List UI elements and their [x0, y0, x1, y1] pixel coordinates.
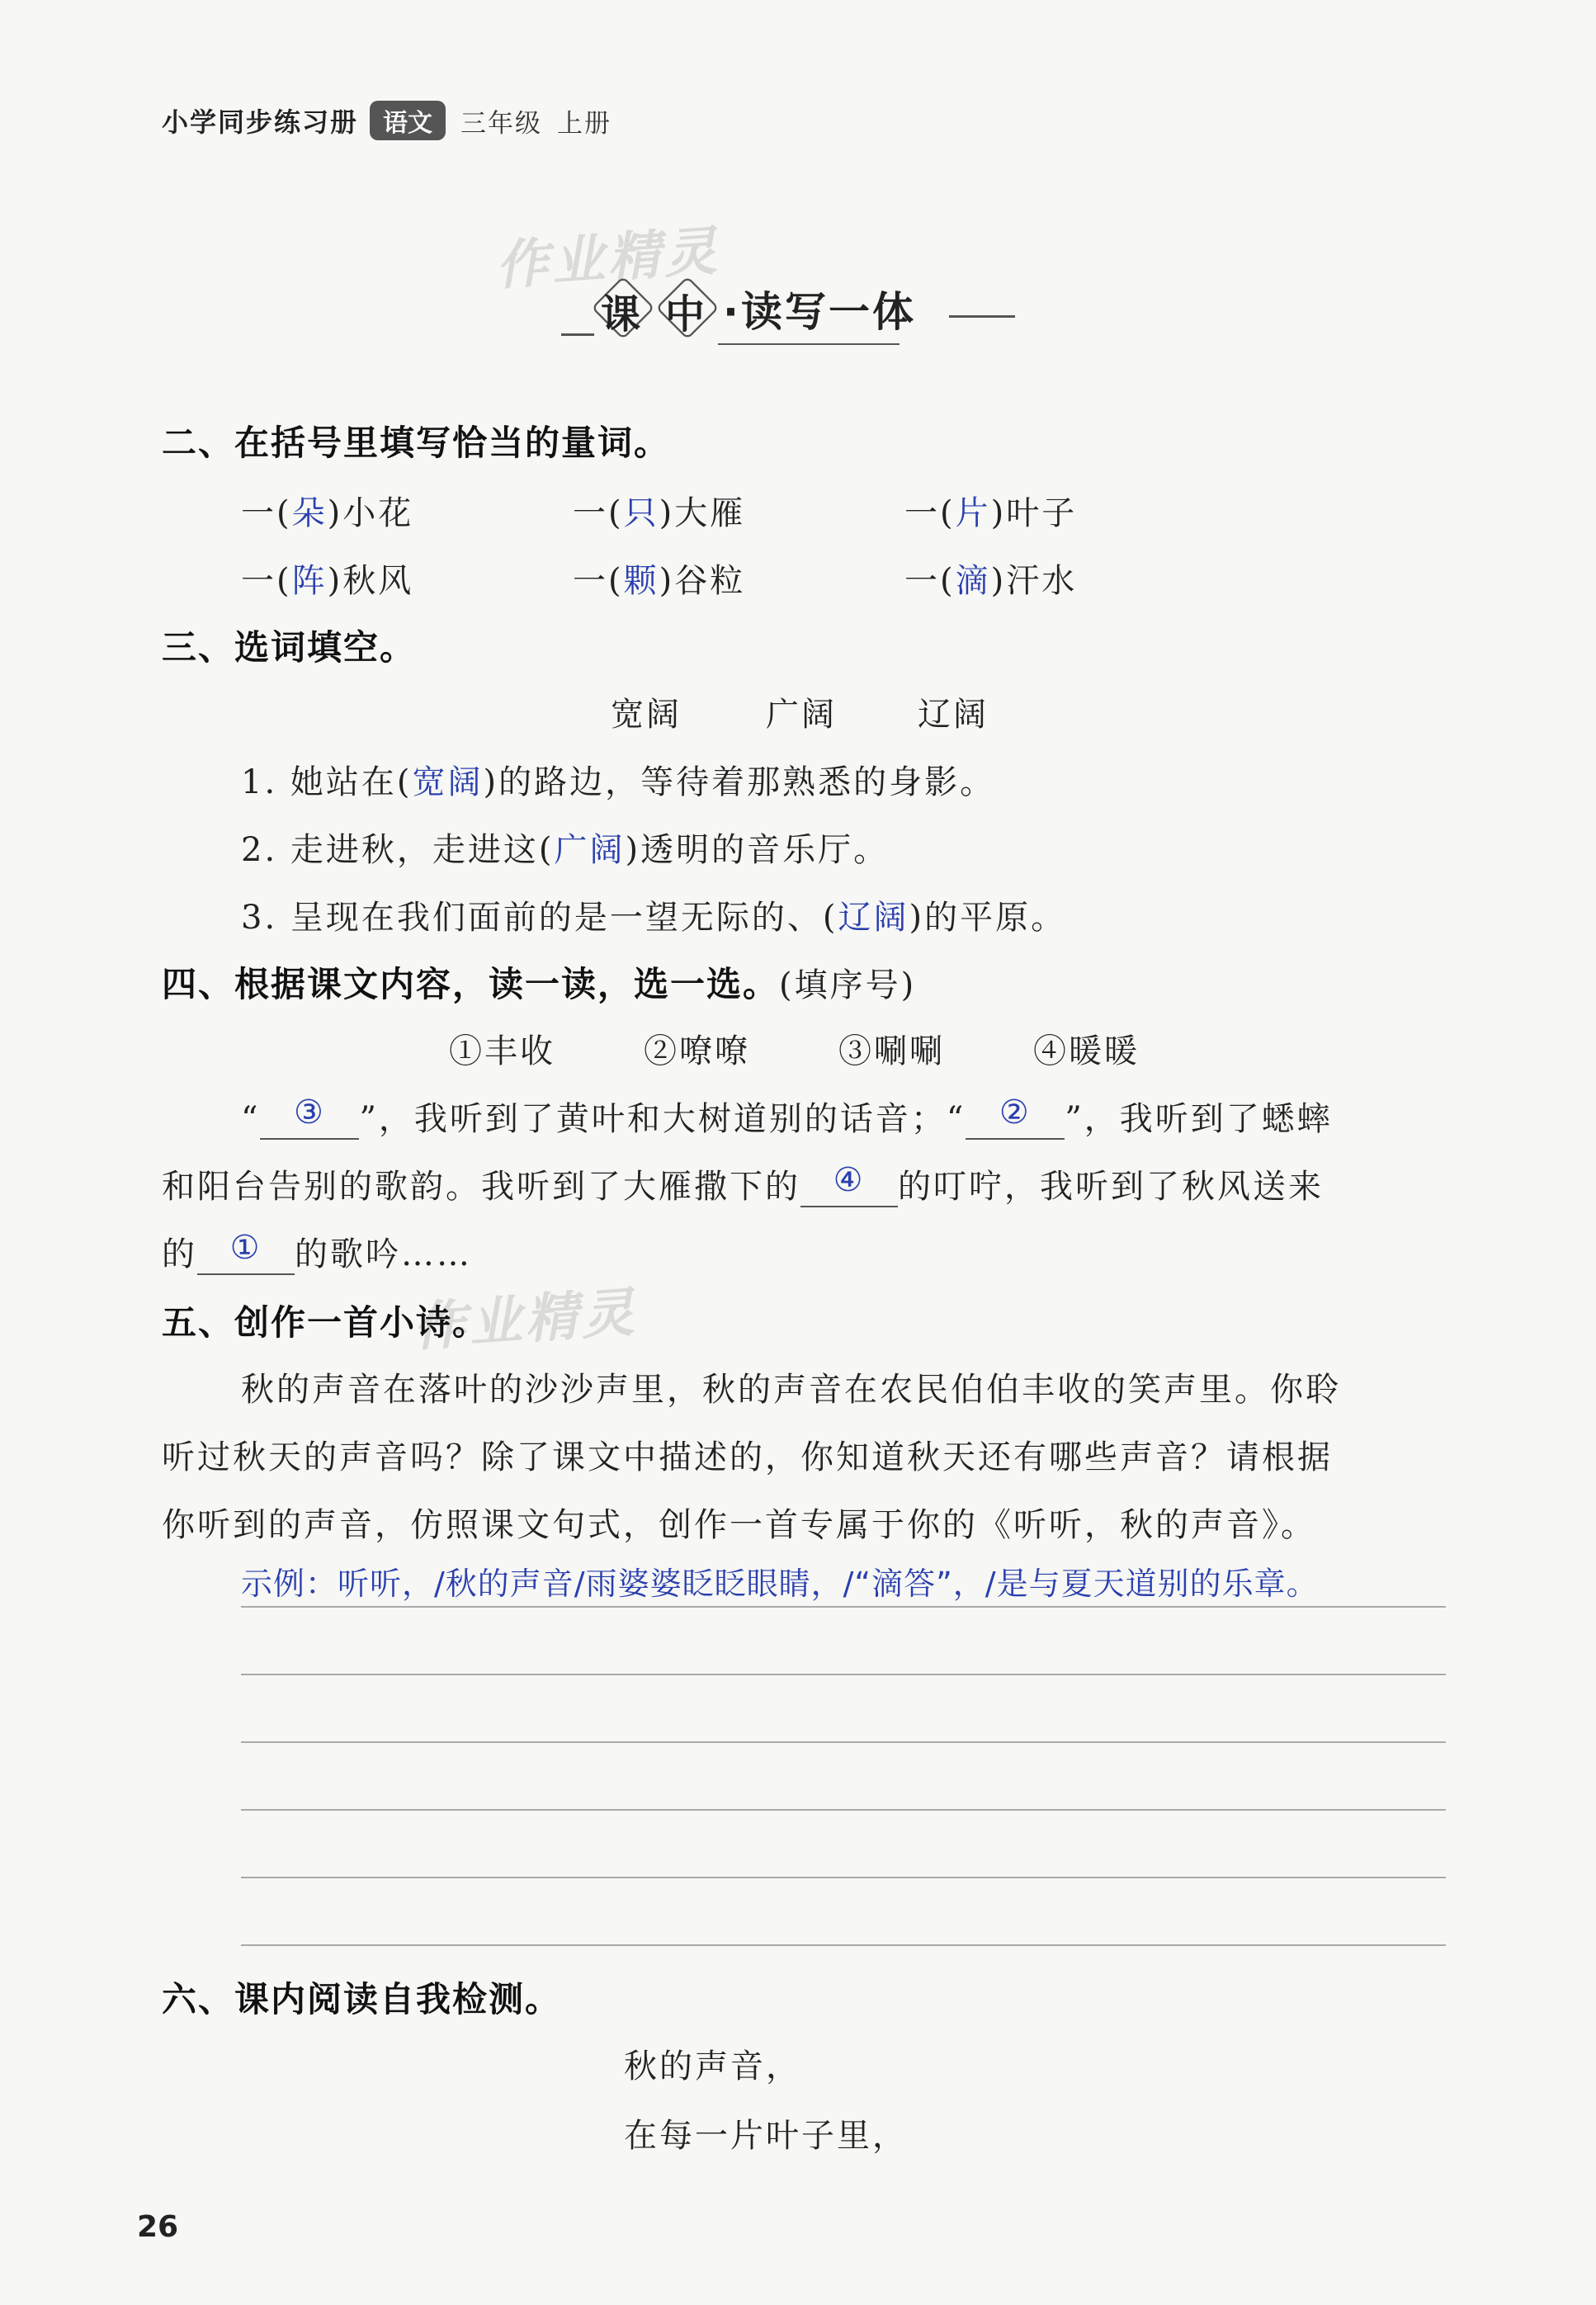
- writing-line: [241, 1877, 1446, 1878]
- section-5-title: 五、创作一首小诗。: [162, 1302, 489, 1343]
- watermark: 作业精灵: [493, 220, 722, 298]
- measure-word-item: 一(只)大雁: [573, 494, 746, 532]
- answer-text: 朵: [291, 494, 328, 532]
- decorative-line: [561, 333, 594, 336]
- decorative-line: [718, 343, 900, 345]
- decorative-line: [949, 315, 1015, 318]
- banner-title: ·读写一体: [723, 288, 916, 336]
- section-4-heading: [162, 957, 916, 1007]
- measure-word-item: 一(滴)汗水: [904, 562, 1078, 600]
- answer-text: 阵: [291, 562, 328, 600]
- page-number: 26: [137, 2210, 179, 2244]
- section-3-title: 三、选词填空。: [162, 627, 417, 668]
- paragraph-line: 你听到的声音，仿照课文句式，创作一首专属于你的《听听，秋的声音》。: [162, 1506, 1316, 1544]
- grade-label: 三年级: [460, 108, 543, 139]
- section-4-title: 四、根据课文内容，读一读，选一选。: [162, 964, 780, 1004]
- measure-word-item: 一(阵)秋风: [241, 562, 414, 600]
- choice-option: ②嘹嘹: [644, 1032, 750, 1070]
- answer-text: 辽阔: [838, 899, 909, 937]
- section-6-title: 六、课内阅读自我检测。: [162, 1979, 562, 2019]
- writing-line: [241, 1809, 1446, 1811]
- section-4-note: (填序号): [779, 966, 917, 1004]
- section-banner: [561, 272, 1056, 363]
- measure-word-item: 一(颗)谷粒: [573, 562, 746, 600]
- watermark: 作业精灵: [411, 1282, 640, 1359]
- answer-text: 广阔: [554, 831, 626, 869]
- passage-line: 的 ① 的歌吟……: [162, 1229, 472, 1273]
- writing-line: [241, 1944, 1446, 1946]
- page-header: [162, 101, 611, 140]
- answer-text: 颗: [623, 562, 659, 600]
- term-label: 上册: [557, 108, 612, 139]
- fill-sentence: 3. 呈现在我们面前的是一望无际的、(辽阔)的平原。: [241, 899, 1067, 937]
- writing-line: [241, 1674, 1446, 1675]
- answer-blank: ②: [966, 1100, 1065, 1140]
- answer-text: 滴: [955, 562, 991, 600]
- section-2-title: 二、在括号里填写恰当的量词。: [162, 423, 671, 463]
- paragraph-line: 秋的声音在落叶的沙沙声里，秋的声音在农民伯伯丰收的笑声里。你聆: [241, 1371, 1341, 1409]
- fill-sentence: 2. 走进秋，走进这(广阔)透明的音乐厅。: [241, 831, 890, 869]
- book-title: 小学同步练习册: [162, 106, 359, 138]
- answer-text: 只: [623, 494, 659, 532]
- answer-blank: ③: [260, 1100, 359, 1140]
- poem-line: 秋的声音，: [624, 2048, 801, 2085]
- paragraph-line: 听过秋天的声音吗？除了课文中描述的，你知道秋天还有哪些声音？请根据: [162, 1438, 1333, 1476]
- answer-text: 宽阔: [412, 763, 484, 801]
- answer-blank: ①: [197, 1235, 295, 1275]
- choice-option: ③唰唰: [838, 1032, 945, 1070]
- measure-word-item: 一(片)叶子: [904, 494, 1078, 532]
- writing-line: [241, 1606, 1446, 1608]
- passage-line: 和阳台告别的歌韵。我听到了大雁撒下的 ④ 的叮咛，我听到了秋风送来: [162, 1161, 1324, 1206]
- choice-option: ①丰收: [449, 1032, 555, 1070]
- passage-line: “ ③ ”，我听到了黄叶和大树道别的话音；“ ② ”，我听到了蟋蟀: [241, 1093, 1333, 1138]
- answer-text: 片: [955, 494, 991, 532]
- poem-line: 在每一片叶子里，: [624, 2117, 908, 2155]
- banner-char-2: 中: [664, 291, 705, 338]
- word-option: 广阔: [766, 696, 837, 734]
- word-option: 辽阔: [918, 696, 989, 734]
- word-option: 宽阔: [611, 696, 682, 734]
- choice-option: ④暖暖: [1033, 1032, 1140, 1070]
- fill-sentence: 1. 她站在(宽阔)的路边，等待着那熟悉的身影。: [241, 763, 996, 801]
- measure-word-item: 一(朵)小花: [241, 494, 414, 532]
- subject-badge: 语文: [370, 101, 446, 140]
- writing-line: [241, 1741, 1446, 1743]
- answer-blank: ④: [800, 1168, 898, 1207]
- example-answer: 示例：听听，/秋的声音/雨婆婆眨眨眼睛，/“滴答”，/是与夏天道别的乐章。: [241, 1566, 1319, 1602]
- banner-char-1: 课: [600, 291, 640, 338]
